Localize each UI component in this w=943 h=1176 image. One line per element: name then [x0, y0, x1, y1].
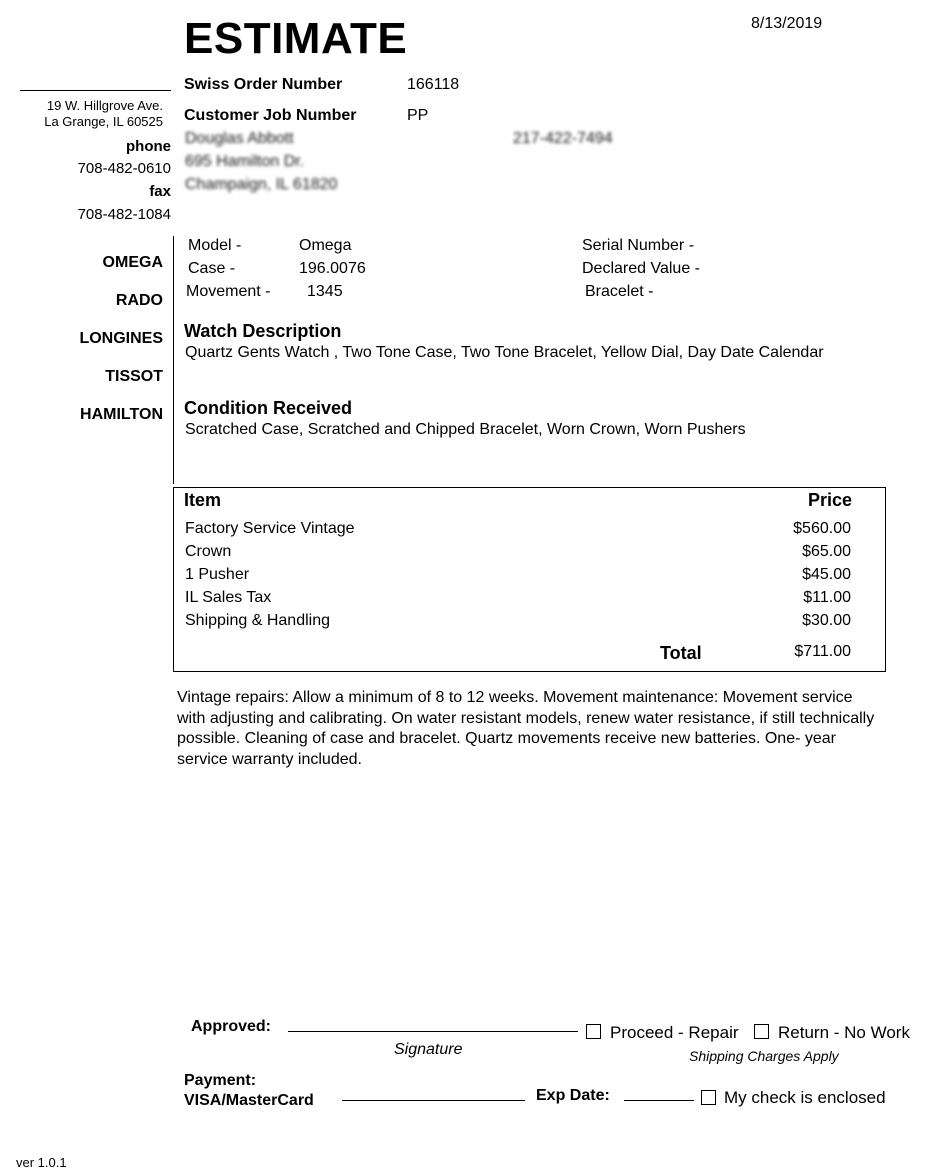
customer-job-label: Customer Job Number	[184, 107, 357, 124]
swiss-order-label: Swiss Order Number	[184, 76, 343, 93]
movement-value: 1345	[307, 283, 343, 300]
phone-label: phone	[126, 138, 171, 155]
bracelet-label: Bracelet -	[585, 283, 654, 300]
table-row-price: $65.00	[802, 543, 851, 560]
customer-address-line2: Champaign, IL 61820	[185, 176, 338, 193]
table-row-item: 1 Pusher	[185, 566, 250, 583]
model-value: Omega	[299, 237, 352, 254]
service-notes: Vintage repairs: Allow a minimum of 8 to 12 weeks. Movement maintenance: Movement service with adjusting and calibrating. On water resistant models, renew water resistance, if still technically possible. Cleaning of case and bracelet. Quartz movements receive new batteries. One- year service warranty included.	[177, 689, 875, 768]
signature-label: Signature	[394, 1041, 463, 1058]
table-row-price: $45.00	[802, 566, 851, 583]
movement-label: Movement -	[186, 283, 271, 300]
company-address-line1: 19 W. Hillgrove Ave.	[46, 98, 163, 113]
customer-name: Douglas Abbott	[185, 130, 294, 147]
brand-hamilton: HAMILTON	[80, 406, 163, 423]
left-vertical-rule	[173, 236, 174, 484]
fax-label: fax	[149, 183, 171, 200]
table-row-price: $560.00	[793, 520, 851, 537]
left-top-rule	[20, 90, 171, 91]
table-row-price: $30.00	[802, 612, 851, 629]
shipping-charges-note: Shipping Charges Apply	[689, 1048, 839, 1064]
table-row-item: IL Sales Tax	[185, 589, 272, 606]
brand-rado: RADO	[115, 292, 163, 309]
total-label: Total	[660, 643, 702, 663]
approval-signature-line[interactable]	[288, 1031, 578, 1032]
approved-label: Approved:	[191, 1018, 271, 1035]
return-no-work-checkbox[interactable]	[754, 1024, 769, 1039]
customer-address-line1: 695 Hamilton Dr.	[185, 153, 305, 170]
version-label: ver 1.0.1	[16, 1155, 67, 1170]
total-value: $711.00	[794, 643, 851, 660]
brand-omega: OMEGA	[102, 254, 163, 271]
case-label: Case -	[188, 260, 236, 277]
payment-label: Payment:	[184, 1072, 257, 1089]
company-phone: 708-482-0610	[77, 160, 171, 177]
proceed-repair-checkbox[interactable]	[586, 1024, 601, 1039]
customer-phone: 217-422-7494	[513, 130, 613, 147]
watch-description-heading: Watch Description	[184, 321, 342, 341]
model-label: Model -	[188, 237, 242, 254]
serial-number-label: Serial Number -	[582, 237, 695, 254]
page-title: ESTIMATE	[184, 14, 408, 63]
table-row-item: Shipping & Handling	[185, 612, 330, 629]
customer-job-value: PP	[407, 107, 429, 124]
condition-text: Scratched Case, Scratched and Chipped Bracelet, Worn Crown, Worn Pushers	[185, 421, 746, 438]
table-row-item: Crown	[185, 543, 232, 560]
proceed-repair-label: Proceed - Repair	[610, 1023, 739, 1042]
case-value: 196.0076	[299, 260, 366, 277]
company-address-line2: La Grange, IL 60525	[44, 114, 163, 129]
check-enclosed-label: My check is enclosed	[724, 1088, 886, 1107]
table-row-price: $11.00	[803, 589, 851, 606]
condition-heading: Condition Received	[184, 398, 353, 418]
card-number-line[interactable]	[342, 1100, 525, 1101]
estimate-date: 8/13/2019	[751, 15, 823, 32]
swiss-order-value: 166118	[407, 76, 460, 93]
company-fax: 708-482-1084	[77, 206, 171, 223]
item-column-header: Item	[184, 490, 222, 510]
declared-value-label: Declared Value -	[582, 260, 700, 277]
return-no-work-label: Return - No Work	[778, 1023, 910, 1042]
watch-description-text: Quartz Gents Watch , Two Tone Case, Two Tone Bracelet, Yellow Dial, Day Date Calendar	[185, 344, 824, 361]
table-row-item: Factory Service Vintage	[185, 520, 355, 537]
exp-date-line[interactable]	[624, 1100, 694, 1101]
brand-tissot: TISSOT	[105, 368, 163, 385]
brand-longines: LONGINES	[79, 330, 163, 347]
payment-method-label: VISA/MasterCard	[184, 1092, 314, 1109]
exp-date-label: Exp Date:	[536, 1087, 610, 1104]
check-enclosed-checkbox[interactable]	[701, 1090, 716, 1105]
price-column-header: Price	[807, 490, 852, 510]
